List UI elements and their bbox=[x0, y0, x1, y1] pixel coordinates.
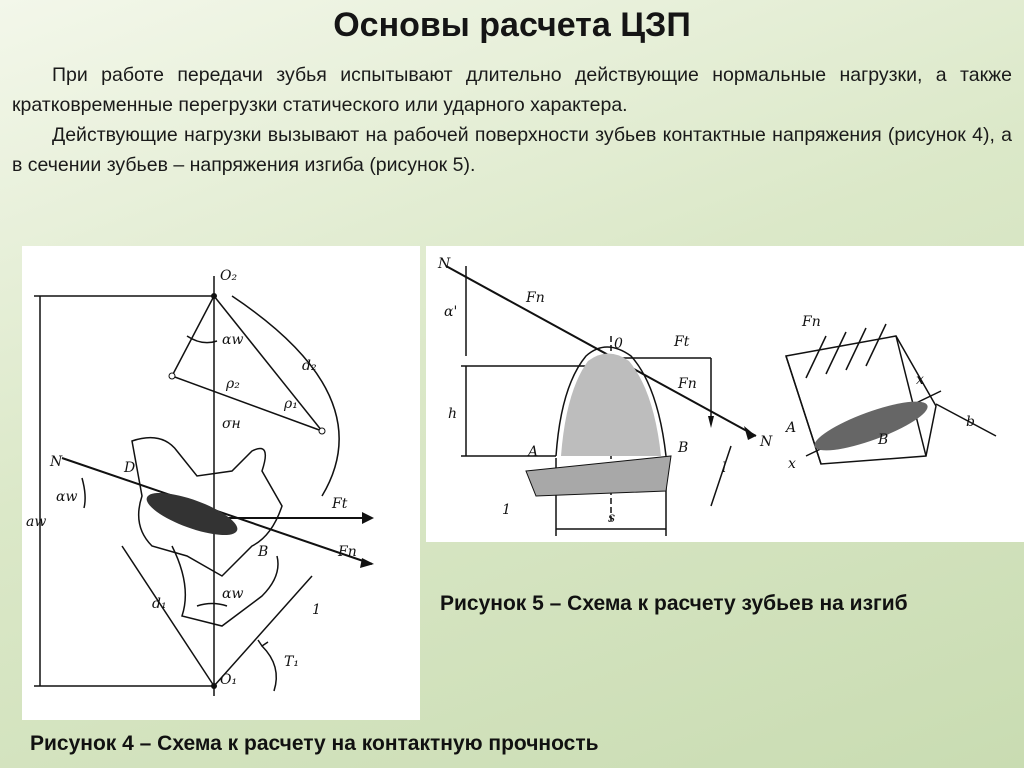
h-label: h bbox=[448, 406, 458, 422]
b-label-5: B bbox=[678, 440, 689, 456]
b-width-label: b bbox=[966, 414, 975, 430]
fn-top-label: Fn bbox=[526, 290, 545, 306]
fn-3d-label: Fn bbox=[802, 314, 821, 330]
t1-arrow bbox=[262, 646, 276, 691]
paragraph-2: Действующие нагрузки вызывают на рабочей поверхности зубьев контактные напряжения (рисунок 4), а в сечении зубьев – напряжения изгиба (рисунок 5). bbox=[12, 124, 1012, 176]
t1-label: T₁ bbox=[284, 654, 299, 670]
figure-4-caption: Рисунок 4 – Схема к расчету на контактную прочность bbox=[30, 732, 599, 755]
rho2-line bbox=[172, 296, 214, 376]
tooth-section-fill bbox=[561, 354, 661, 457]
figure-5-drawing bbox=[426, 246, 1024, 542]
figure-4-drawing bbox=[22, 246, 420, 720]
d-label: D bbox=[124, 460, 136, 476]
one-label: 1 bbox=[312, 602, 321, 618]
d2-label: d₂ bbox=[302, 358, 317, 374]
b-label: B bbox=[258, 544, 269, 560]
rho1-label: ρ₁ bbox=[284, 396, 298, 412]
o2-label: O₂ bbox=[220, 268, 238, 284]
x2-label: x bbox=[788, 456, 796, 472]
l-label: l bbox=[722, 460, 727, 476]
figure-5-caption: Рисунок 5 – Схема к расчету зубьев на изгиб bbox=[440, 592, 908, 615]
d1-label: d₁ bbox=[152, 596, 167, 612]
alpha-mid-label: αw bbox=[56, 489, 78, 505]
aw-label: aw bbox=[26, 514, 47, 530]
a-3d-label: A bbox=[786, 420, 797, 436]
a-label: A bbox=[528, 444, 539, 460]
fn-label: Fn bbox=[338, 544, 357, 560]
rho2-label: ρ₂ bbox=[226, 376, 240, 392]
paragraph-1: При работе передачи зубья испытывают длительно действующие нормальные нагрузки, а также кратковременные перегрузки статического или ударного характера. bbox=[12, 64, 1012, 116]
o1-label: O₁ bbox=[220, 672, 238, 688]
figure-5-bending-scheme bbox=[426, 246, 1024, 542]
sigma-label: σн bbox=[222, 416, 241, 432]
tooth-3d bbox=[786, 336, 936, 464]
ft-label-5: Ft bbox=[674, 334, 690, 350]
fn-mid-label: Fn bbox=[678, 376, 697, 392]
alpha-label: α' bbox=[444, 304, 458, 320]
s-label: s bbox=[608, 510, 616, 526]
n-top-label: N bbox=[438, 256, 451, 272]
one-label-5: 1 bbox=[502, 502, 511, 518]
n-right-label: N bbox=[760, 434, 773, 450]
alpha-top-label: αw bbox=[222, 332, 244, 348]
figure-4-contact-scheme bbox=[22, 246, 420, 720]
body-text bbox=[12, 60, 1012, 180]
n-label: N bbox=[50, 454, 63, 470]
tooth-base bbox=[526, 456, 671, 496]
x1-label: x bbox=[916, 372, 924, 388]
o-label: 0 bbox=[614, 336, 623, 352]
b-3d-label: B bbox=[878, 432, 889, 448]
alpha-bot-label: αw bbox=[222, 586, 244, 602]
section-ellipse bbox=[810, 392, 932, 459]
ft-label: Ft bbox=[332, 496, 348, 512]
d1-line bbox=[122, 546, 214, 686]
slide-title: Основы расчета ЦЗП bbox=[333, 6, 691, 44]
